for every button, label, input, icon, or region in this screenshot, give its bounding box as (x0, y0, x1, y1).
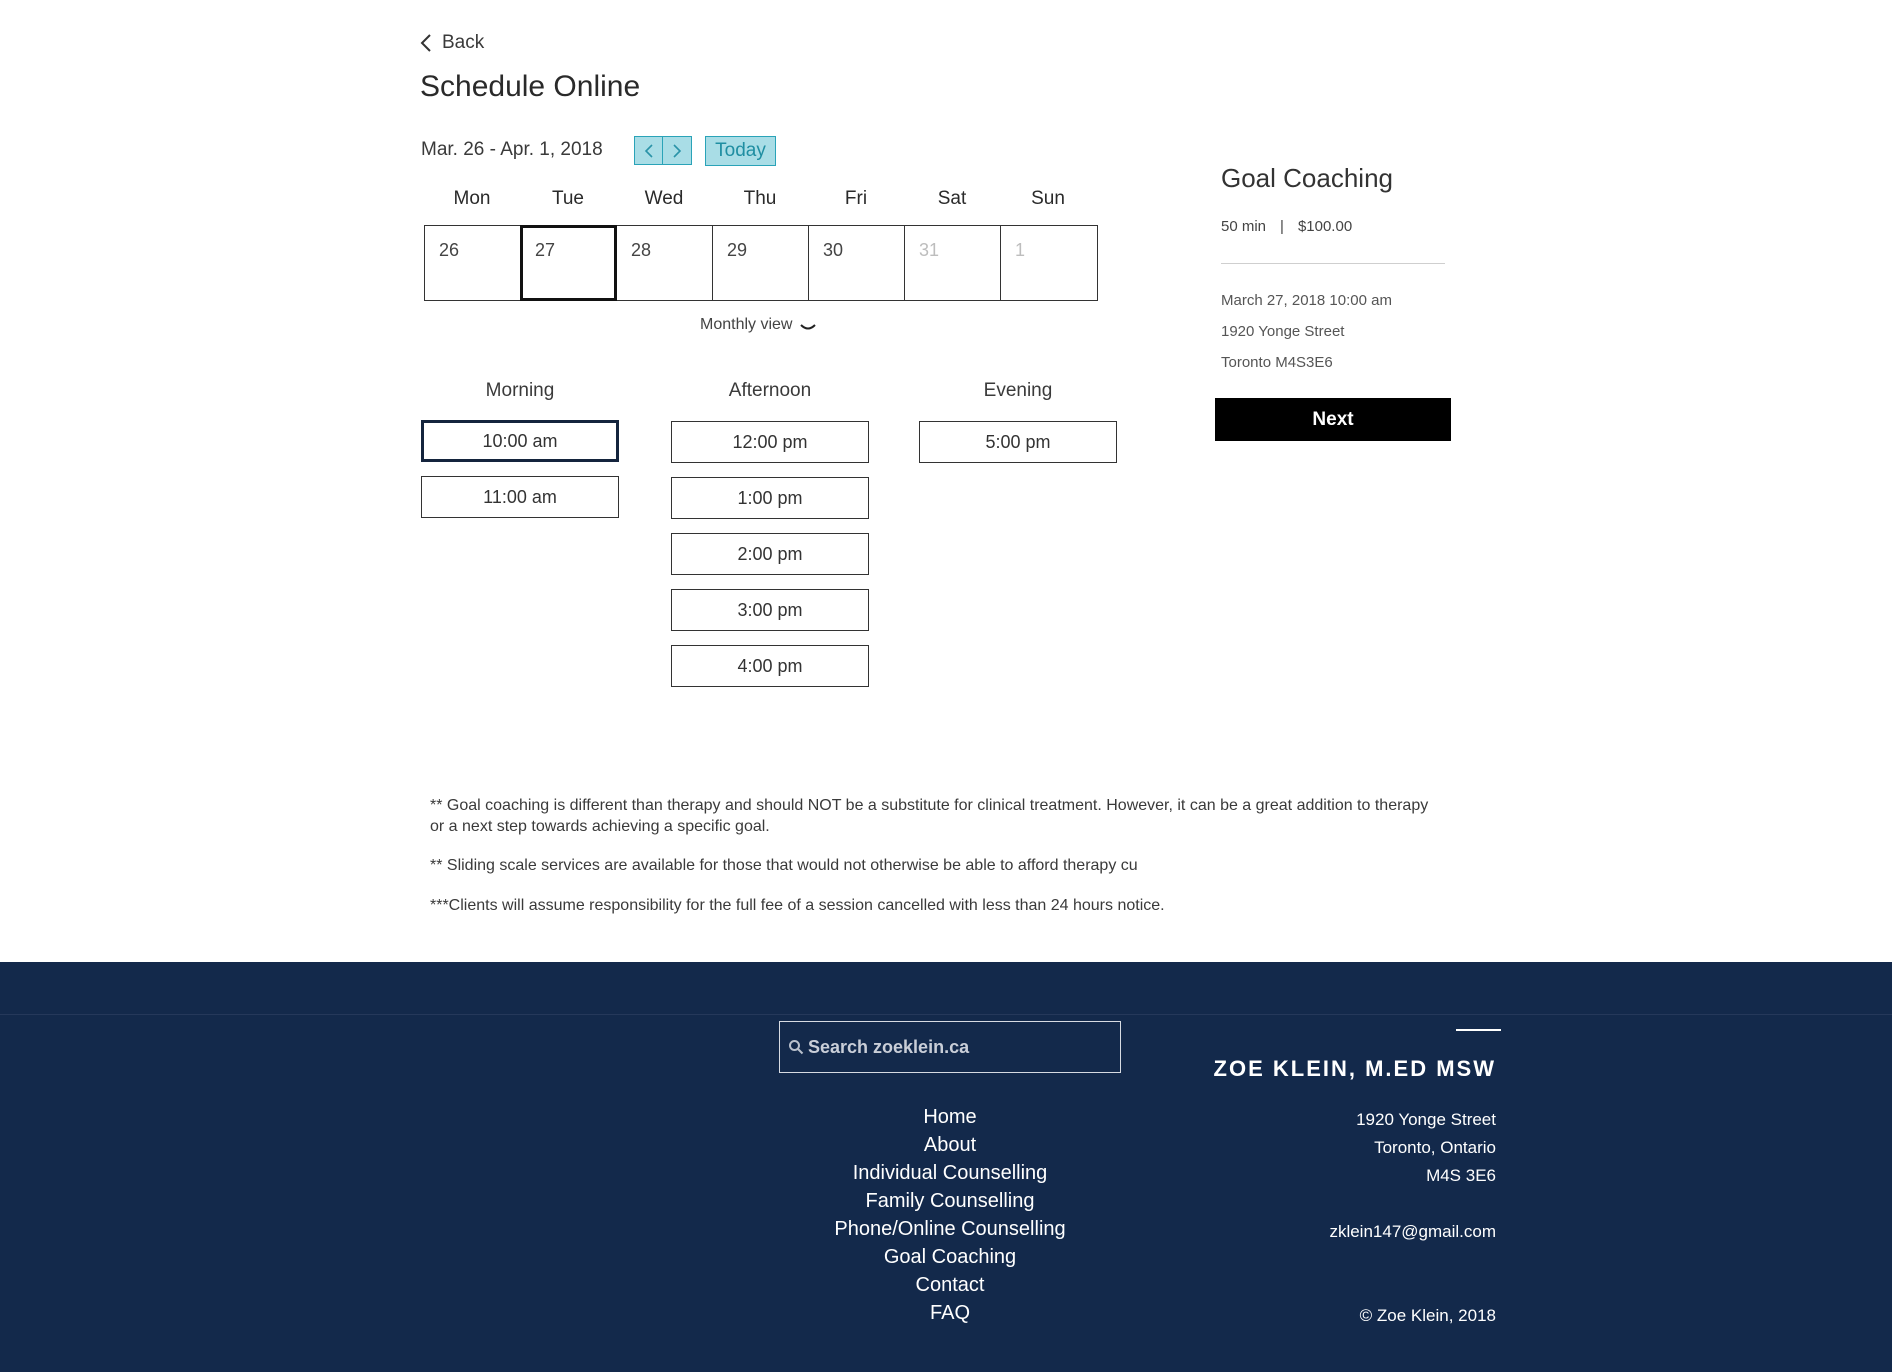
footer-email[interactable]: zklein147@gmail.com (1329, 1222, 1496, 1241)
weekday-label: Mon (453, 188, 491, 209)
service-title: Goal Coaching (1221, 163, 1393, 193)
week-navigation (634, 136, 692, 165)
weekday-label: Fri (844, 188, 868, 209)
weekday-label: Sun (1031, 188, 1065, 209)
footer-address-line1: 1920 Yonge Street (1356, 1110, 1496, 1129)
monthly-view-label: Monthly view (700, 316, 793, 333)
search-input[interactable] (808, 1037, 1108, 1058)
day-cell[interactable]: 30 (809, 226, 905, 300)
footer-copyright: © Zoe Klein, 2018 (1359, 1306, 1496, 1325)
back-link[interactable] (420, 32, 484, 54)
brand-accent-line (1456, 1029, 1501, 1031)
day-cell-disabled: 31 (905, 226, 1001, 300)
note-cancellation: ***Clients will assume responsibility for the full fee of a session cancelled with less than 24 hours notice. (430, 897, 1165, 914)
day-cell[interactable]: 26 (425, 226, 521, 300)
page-title: Schedule Online (420, 70, 641, 103)
footer-link-family-counselling[interactable]: Family Counselling (865, 1190, 1035, 1212)
footer-link-phone-online-counselling[interactable]: Phone/Online Counselling (834, 1218, 1066, 1240)
note-goal-coaching: ** Goal coaching is different than therapy and should NOT be a substitute for clinical treatment. However, it can be a great addition to therapy or a next step towards achieving a specific goal. (430, 797, 1429, 835)
brand-name: ZOE KLEIN, M.ED MSW (1213, 1056, 1496, 1081)
time-slot[interactable]: 5:00 pm (919, 421, 1117, 463)
time-slot[interactable]: 2:00 pm (671, 533, 869, 575)
weekday-label: Tue (551, 188, 585, 209)
footer-link-about[interactable]: About (923, 1134, 977, 1156)
time-slot[interactable]: 4:00 pm (671, 645, 869, 687)
weekday-label: Thu (743, 188, 777, 209)
morning-heading: Morning (485, 380, 555, 401)
footer-nav (800, 1103, 1100, 1327)
footer-link-faq[interactable]: FAQ (929, 1302, 970, 1324)
weekday-label: Wed (644, 188, 684, 209)
date-range: Mar. 26 - Apr. 1, 2018 (421, 139, 603, 160)
chevron-left-icon (420, 33, 432, 53)
chevron-down-icon (800, 323, 816, 333)
time-slot[interactable]: 11:00 am (421, 476, 619, 518)
footer-link-individual-counselling[interactable]: Individual Counselling (852, 1162, 1048, 1184)
chevron-left-icon (644, 143, 654, 159)
footer-link-goal-coaching[interactable]: Goal Coaching (883, 1246, 1017, 1268)
time-slot[interactable]: 1:00 pm (671, 477, 869, 519)
chevron-right-icon (672, 143, 682, 159)
note-sliding-scale: ** Sliding scale services are available for those that would not otherwise be able to afford therapy cu (430, 857, 1138, 874)
day-cell-selected[interactable]: 27 (521, 226, 617, 300)
afternoon-heading: Afternoon (728, 380, 812, 401)
service-price: $100.00 (1297, 218, 1353, 235)
monthly-view-toggle[interactable] (700, 316, 816, 334)
prev-week-button[interactable] (634, 136, 663, 165)
footer-link-contact[interactable]: Contact (915, 1274, 985, 1296)
site-search (779, 1021, 1121, 1073)
search-icon (788, 1039, 804, 1055)
service-address-line1: 1920 Yonge Street (1221, 323, 1345, 340)
footer-divider (0, 1014, 1892, 1015)
back-label: Back (442, 32, 485, 53)
meta-separator: | (1280, 218, 1284, 235)
today-button[interactable]: Today (705, 136, 776, 166)
weekday-header (424, 188, 1096, 210)
service-datetime: March 27, 2018 10:00 am (1221, 292, 1392, 309)
weekday-label: Sat (937, 188, 967, 209)
week-row (424, 225, 1098, 301)
footer-address-line2: Toronto, Ontario (1374, 1138, 1496, 1157)
time-slot[interactable]: 12:00 pm (671, 421, 869, 463)
footer-address-line3: M4S 3E6 (1426, 1166, 1496, 1185)
time-slot-selected[interactable]: 10:00 am (421, 420, 619, 462)
service-meta (1221, 218, 1352, 235)
evening-heading: Evening (983, 380, 1053, 401)
next-week-button[interactable] (663, 136, 692, 165)
service-duration: 50 min (1221, 218, 1267, 235)
next-button[interactable]: Next (1215, 398, 1451, 441)
day-cell[interactable]: 28 (617, 226, 713, 300)
time-slot[interactable]: 3:00 pm (671, 589, 869, 631)
day-cell-disabled: 1 (1015, 240, 1026, 260)
divider (1221, 263, 1445, 264)
service-address-line2: Toronto M4S3E6 (1221, 354, 1333, 371)
footer-link-home[interactable]: Home (923, 1106, 977, 1128)
day-cell[interactable]: 29 (713, 226, 809, 300)
